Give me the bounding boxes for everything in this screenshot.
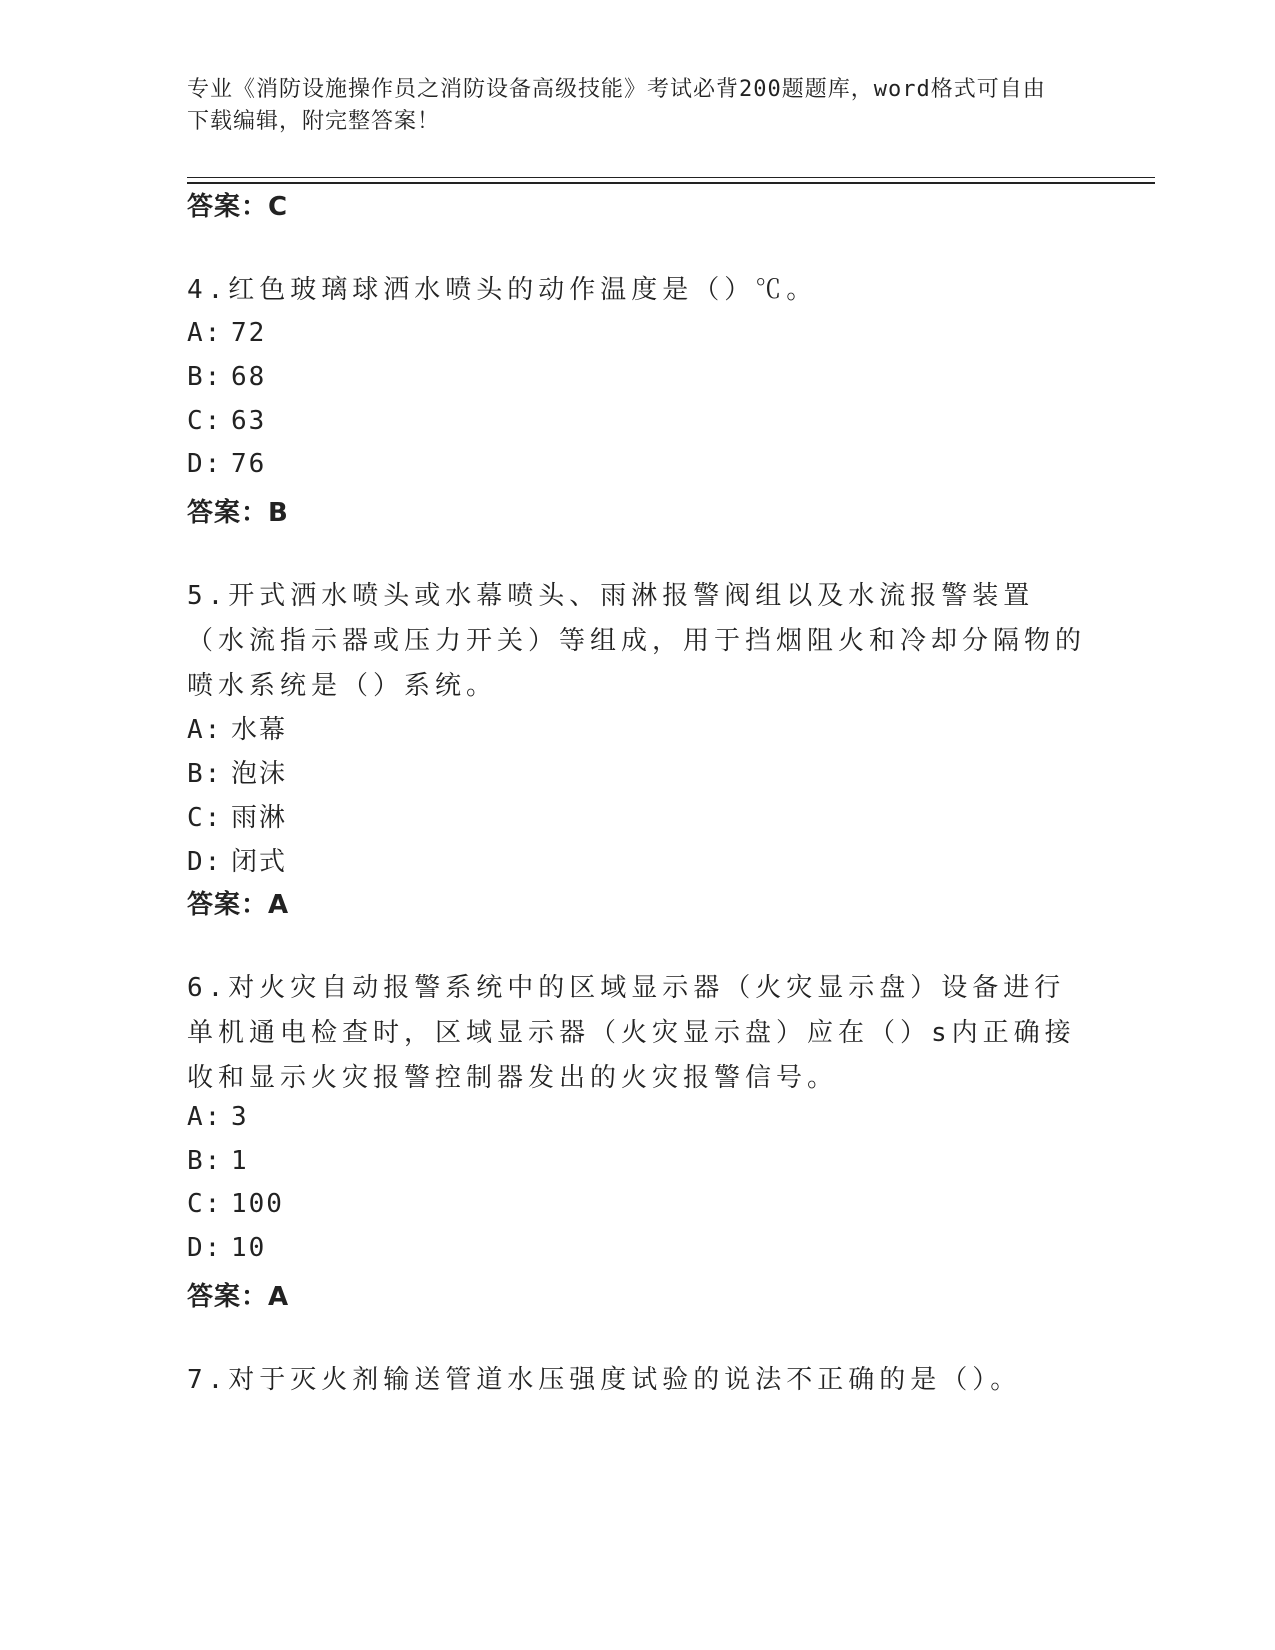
- question-6-text: 6.对火灾自动报警系统中的区域显示器（火灾显示盘）设备进行单机通电检查时，区域显示器（火灾显示盘）应在（）s内正确接收和显示火灾报警控制器发出的火灾报警信号。: [187, 973, 1076, 1093]
- question-6-option-c: [187, 1189, 284, 1219]
- question-6-option-a: [187, 1102, 249, 1132]
- question-5-option-c: [187, 797, 287, 834]
- option-label: B:: [187, 362, 223, 392]
- option-label: A:: [187, 715, 223, 745]
- option-value: 雨淋: [231, 803, 288, 833]
- option-label: B:: [187, 1146, 223, 1176]
- option-value: 76: [231, 449, 267, 479]
- question-5-text: 5.开式洒水喷头或水幕喷头、雨淋报警阀组以及水流报警装置（水流指示器或压力开关）等组成，用于挡烟阻火和冷却分隔物的喷水系统是（）系统。: [187, 581, 1087, 701]
- question-5-option-a: [187, 709, 287, 746]
- question-4-option-b: [187, 362, 266, 392]
- option-label: C:: [187, 406, 223, 436]
- question-5-option-b: [187, 753, 287, 790]
- header-rule-thin: [187, 177, 1155, 178]
- question-6-answer: 答案：A: [187, 1282, 290, 1312]
- question-4-option-a: [187, 318, 266, 348]
- option-label: A:: [187, 1102, 223, 1132]
- option-label: D:: [187, 1233, 223, 1263]
- option-value: 63: [231, 406, 267, 436]
- option-value: 3: [231, 1102, 249, 1132]
- question-4-option-c: [187, 406, 266, 436]
- header-rule-thick: [187, 182, 1155, 184]
- question-6-option-d: [187, 1233, 266, 1263]
- option-label: B:: [187, 759, 223, 789]
- question-4-option-d: [187, 449, 266, 479]
- question-4-text: 4.红色玻璃球洒水喷头的动作温度是（）℃。: [187, 275, 818, 305]
- option-value: 水幕: [231, 715, 288, 745]
- option-value: 闭式: [231, 847, 288, 877]
- option-value: 68: [231, 362, 267, 392]
- question-7-text: 7.对于灭火剂输送管道水压强度试验的说法不正确的是（）。: [187, 1365, 1022, 1395]
- answer-prev: 答案：C: [187, 192, 289, 222]
- question-5-option-d: [187, 841, 287, 878]
- option-label: C:: [187, 1189, 223, 1219]
- option-value: 100: [231, 1189, 284, 1219]
- option-value: 10: [231, 1233, 267, 1263]
- option-label: D:: [187, 847, 223, 877]
- option-label: A:: [187, 318, 223, 348]
- question-5-answer: 答案：A: [187, 890, 290, 920]
- option-label: C:: [187, 803, 223, 833]
- option-label: D:: [187, 449, 223, 479]
- option-value: 1: [231, 1146, 249, 1176]
- question-4-answer: 答案：B: [187, 498, 289, 528]
- option-value: 泡沫: [231, 759, 288, 789]
- question-6-option-b: [187, 1146, 249, 1176]
- document-header: 专业《消防设施操作员之消防设备高级技能》考试必背200题题库，word格式可自由下载编辑，附完整答案！: [187, 77, 1046, 134]
- option-value: 72: [231, 318, 267, 348]
